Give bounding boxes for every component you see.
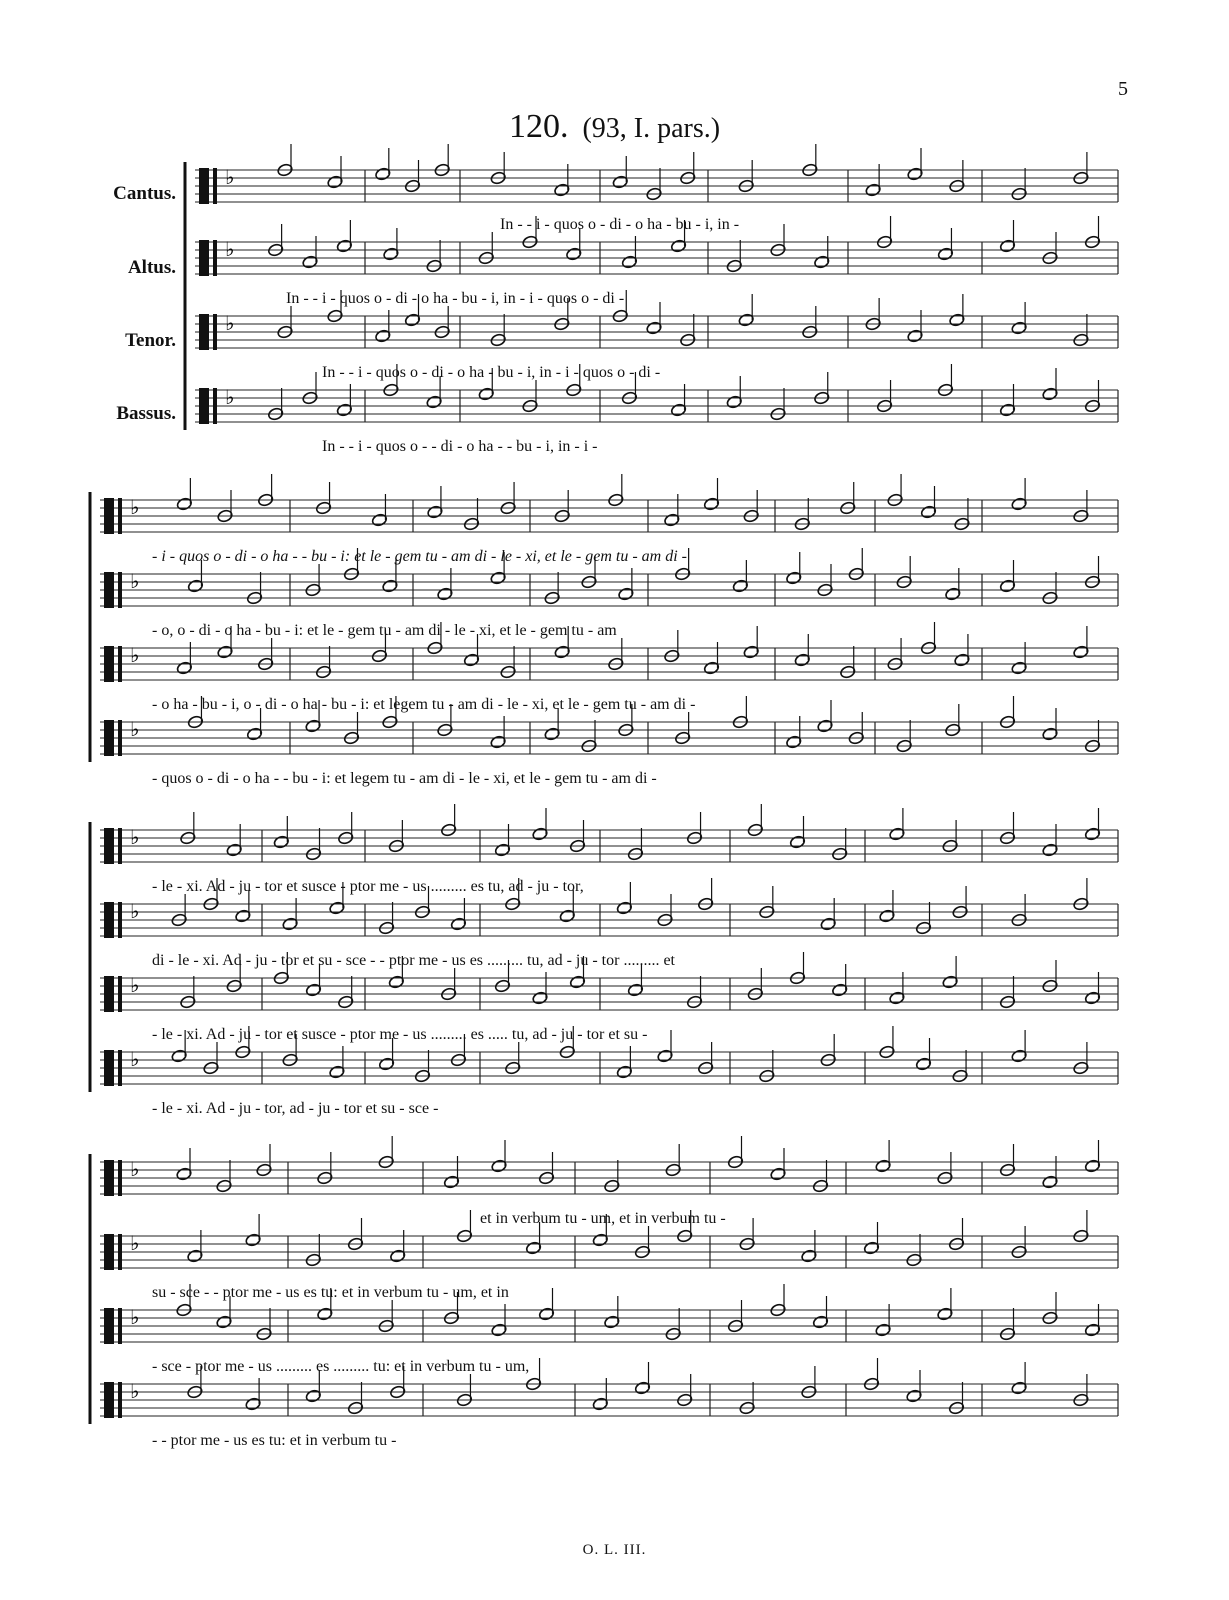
flat-sign: ♭ xyxy=(130,1157,140,1181)
flat-sign: ♭ xyxy=(130,973,140,997)
clef-mark xyxy=(199,314,209,350)
clef-mark xyxy=(199,388,209,424)
lyrics-s2-tenor: - o ha - bu - i, o - di - o ha - bu - i: et legem tu - am di - le - xi, et le - gem tu - am di - xyxy=(152,696,696,713)
flat-sign: ♭ xyxy=(225,311,235,335)
flat-sign: ♭ xyxy=(130,825,140,849)
clef-mark xyxy=(104,498,114,534)
lyrics-s4-altus: su - sce - - ptor me - us es tu: et in verbum tu - um, et in xyxy=(152,1284,509,1301)
flat-sign: ♭ xyxy=(225,165,235,189)
lyrics-s1-cantus: In - - i - quos o - di - o ha - bu - i, in - xyxy=(500,216,740,233)
clef-mark xyxy=(104,1234,114,1270)
lyrics-s3-altus: di - le - xi. Ad - ju - tor et su - sce - - ptor me - us es ......... tu, ad - ju - tor ......... et xyxy=(152,952,675,969)
page-number: 5 xyxy=(1118,78,1128,100)
lyrics-s3-tenor: - le - xi. Ad - ju - tor et susce - ptor me - us ......... es ..... tu, ad - ju - tor et su - xyxy=(152,1026,648,1043)
flat-sign: ♭ xyxy=(130,1231,140,1255)
clef-mark xyxy=(104,902,114,938)
clef-mark xyxy=(104,1382,114,1418)
clef-mark xyxy=(118,572,122,608)
lyrics-s1-altus: In - - i - quos o - di - o ha - bu - i, in - i - quos o - di - xyxy=(286,290,625,307)
clef-mark xyxy=(118,828,122,864)
flat-sign: ♭ xyxy=(130,1047,140,1071)
piece-number: 120. xyxy=(508,108,569,145)
flat-sign: ♭ xyxy=(130,717,140,741)
clef-mark xyxy=(118,1160,122,1196)
clef-mark xyxy=(199,240,209,276)
clef-mark xyxy=(118,902,122,938)
lyrics-s3-cantus: - le - xi. Ad - ju - tor et susce - ptor me - us ......... es tu, ad - ju - tor, xyxy=(152,878,584,895)
flat-sign: ♭ xyxy=(130,1379,140,1403)
flat-sign: ♭ xyxy=(225,237,235,261)
voice-name-tenor: Tenor. xyxy=(125,330,176,351)
clef-mark xyxy=(118,720,122,756)
flat-sign: ♭ xyxy=(225,385,235,409)
lyrics-s4-bassus: - - ptor me - us es tu: et in verbum tu - xyxy=(152,1432,397,1449)
voice-name-bassus: Bassus. xyxy=(116,403,176,424)
clef-mark xyxy=(118,1234,122,1270)
voice-name-altus: Altus. xyxy=(127,257,176,278)
footer-mark: O. L. III. xyxy=(582,1542,647,1558)
clef-mark xyxy=(104,572,114,608)
clef-mark xyxy=(104,720,114,756)
clef-mark xyxy=(104,646,114,682)
clef-mark xyxy=(118,646,122,682)
clef-mark xyxy=(104,1308,114,1344)
lyrics-s2-cantus: - i - quos o - di - o ha - - bu - i: et le - gem tu - am di - le - xi, et le - gem tu - am di - xyxy=(152,548,687,565)
clef-mark xyxy=(118,1308,122,1344)
lyrics-s4-tenor: - sce - ptor me - us ......... es ......... tu: et in verbum tu - um, xyxy=(152,1358,530,1375)
piece-subtitle: (93, I. pars.) xyxy=(582,113,721,144)
lyrics-s1-bassus: In - - i - quos o - - di - o ha - - bu - i, in - i - xyxy=(322,438,598,455)
clef-mark xyxy=(104,976,114,1012)
clef-mark xyxy=(104,1160,114,1196)
clef-mark xyxy=(118,976,122,1012)
clef-mark xyxy=(118,1050,122,1086)
clef-mark xyxy=(213,240,217,276)
clef-mark xyxy=(104,1050,114,1086)
lyrics-s2-bassus: - quos o - di - o ha - - bu - i: et legem tu - am di - le - xi, et le - gem tu - am di - xyxy=(152,770,657,787)
clef-mark xyxy=(118,498,122,534)
flat-sign: ♭ xyxy=(130,495,140,519)
lyrics-s3-bassus: - le - xi. Ad - ju - tor, ad - ju - tor et su - sce - xyxy=(152,1100,439,1117)
flat-sign: ♭ xyxy=(130,569,140,593)
voice-name-cantus: Cantus. xyxy=(113,183,176,204)
lyrics-s4-cantus: et in verbum tu - um, et in verbum tu - xyxy=(480,1210,726,1227)
flat-sign: ♭ xyxy=(130,899,140,923)
lyrics-s1-tenor: In - - i - quos o - di - o ha - bu - i, in - i - quos o - di - xyxy=(322,364,661,381)
flat-sign: ♭ xyxy=(130,643,140,667)
lyrics-s2-altus: - o, o - di - o ha - bu - i: et le - gem tu - am di - le - xi, et le - gem tu - am xyxy=(152,622,617,639)
clef-mark xyxy=(213,314,217,350)
clef-mark xyxy=(213,168,217,204)
clef-mark xyxy=(213,388,217,424)
clef-mark xyxy=(199,168,209,204)
clef-mark xyxy=(118,1382,122,1418)
flat-sign: ♭ xyxy=(130,1305,140,1329)
clef-mark xyxy=(104,828,114,864)
